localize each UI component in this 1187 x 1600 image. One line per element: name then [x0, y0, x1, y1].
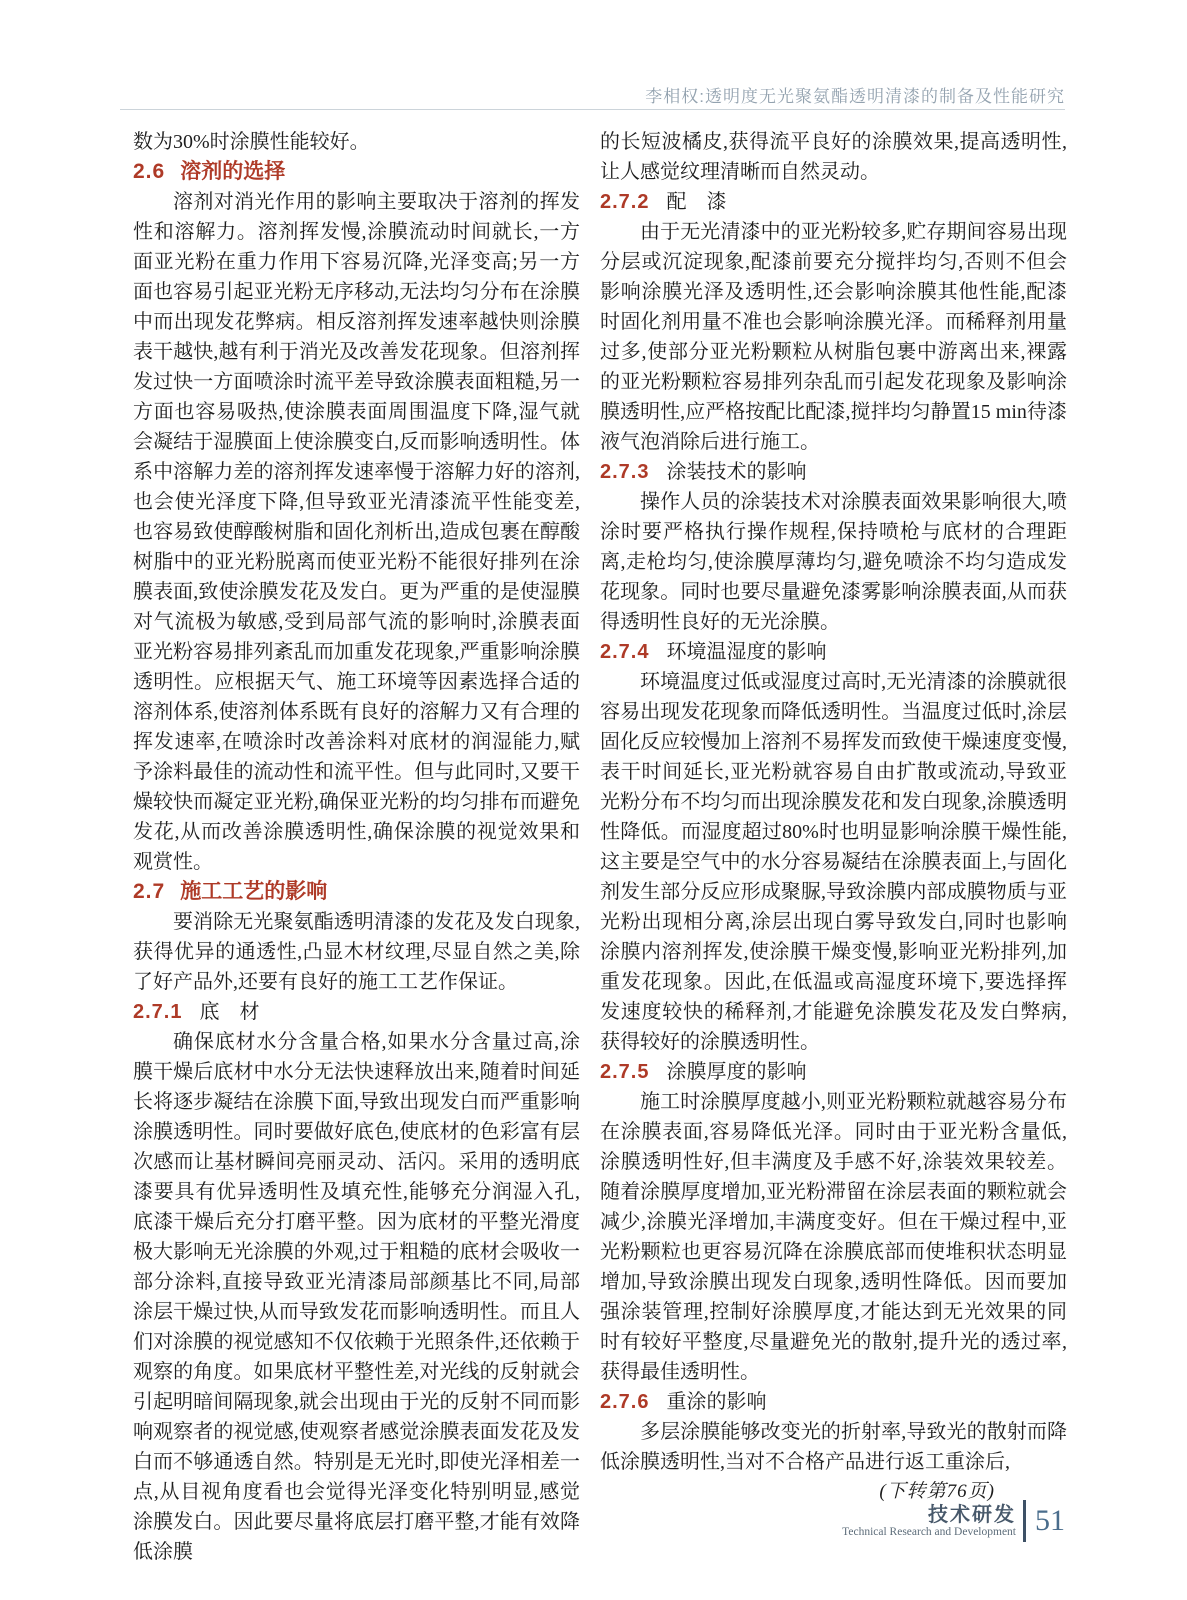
header-rule — [120, 109, 1065, 110]
subsection-heading — [600, 1057, 1067, 1087]
subsection-heading — [600, 1387, 1067, 1417]
heading-number: 2.7.3 — [600, 461, 650, 483]
body-paragraph: 的长短波橘皮,获得流平良好的涂膜效果,提高透明性,让人感觉纹理清晰而自然灵动。 — [600, 131, 1067, 183]
page-footer — [842, 1500, 1065, 1542]
heading-title: 环境温湿度的影响 — [666, 641, 827, 663]
subsection-heading — [600, 637, 1067, 667]
heading-number: 2.7.6 — [600, 1391, 650, 1413]
heading-title: 溶剂的选择 — [180, 160, 286, 183]
footer-section-labels — [842, 1504, 1023, 1539]
body-paragraph: 环境温度过低或湿度过高时,无光清漆的涂膜就很容易出现发花现象而降低透明性。当温度过低时,涂层固化反应较慢加上溶剂不易挥发而致使干燥速度变慢,表干时间延长,亚光粉就容易自由扩散或流动,导致亚光粉分布不均匀而出现涂膜发花和发白现象,涂膜透明性降低。而湿度超过80%时也明显影响涂膜干燥性能,这主要是空气中的水分容易凝结在涂膜表面上,与固化剂发生部分反应形成聚脲,导致涂膜内部成膜物质与亚光粉出现相分离,涂层出现白雾导致发白,同时也影响涂膜内溶剂挥发,使涂膜干燥变慢,影响亚光粉排列,加重发花现象。因此,在低温或高湿度环境下,要选择挥发速度较快的稀释剂,才能避免涂膜发花及发白弊病,获得较好的涂膜透明性。 — [600, 671, 1067, 1053]
heading-title: 涂膜厚度的影响 — [666, 1061, 807, 1083]
footer-section-name-cn: 技术研发 — [928, 1503, 1016, 1526]
heading-number: 2.7.4 — [600, 641, 650, 663]
body-paragraph: 溶剂对消光作用的影响主要取决于溶剂的挥发性和溶解力。溶剂挥发慢,涂膜流动时间就长,一方面亚光粉在重力作用下容易沉降,光泽变高;另一方面也容易引起亚光粉无序移动,无法均匀分布在涂膜中而出现发花弊病。相反溶剂挥发速率越快则涂膜表干越快,越有利于消光及改善发花现象。但溶剂挥发过快一方面喷涂时流平差导致涂膜表面粗糙,另一方面也容易吸热,使涂膜表面周围温度下降,湿气就会凝结于湿膜面上使涂膜变白,反而影响透明性。体系中溶解力差的溶剂挥发速率慢于溶解力好的溶剂,也会使光泽度下降,但导致亚光清漆流平性能变差,也容易致使醇酸树脂和固化剂析出,造成包裹在醇酸树脂中的亚光粉脱离而使亚光粉不能很好排列在涂膜表面,致使涂膜发花及发白。更为严重的是使湿膜对气流极为敏感,受到局部气流的影响时,涂膜表面亚光粉容易排列紊乱而加重发花现象,严重影响涂膜透明性。应根据天气、施工环境等因素选择合适的溶剂体系,使溶剂体系既有良好的溶解力又有合理的挥发速率,在喷涂时改善涂料对底材的润湿能力,赋予涂料最佳的流动性和流平性。但与此同时,又要干燥较快而凝定亚光粉,确保亚光粉的均匀排布而避免发花,从而改善涂膜透明性,确保涂膜的视觉效果和观赏性。 — [133, 191, 580, 873]
subsection-heading — [133, 997, 580, 1027]
heading-title: 涂装技术的影响 — [666, 461, 807, 483]
subsection-heading — [600, 457, 1067, 487]
footer-section-name-en: Technical Research and Development — [842, 1525, 1016, 1538]
heading-title: 重涂的影响 — [666, 1391, 767, 1413]
page-number: 51 — [1035, 1504, 1065, 1537]
body-paragraph: 要消除无光聚氨酯透明清漆的发花及发白现象,获得优异的通透性,凸显木材纹理,尽显自然之美,除了好产品外,还要有良好的施工工艺作保证。 — [133, 911, 580, 993]
heading-title: 配 漆 — [666, 191, 727, 213]
body-paragraph: 确保底材水分含量合格,如果水分含量过高,涂膜干燥后底材中水分无法快速释放出来,随着时间延长将逐步凝结在涂膜下面,导致出现发白而严重影响涂膜透明性。同时要做好底色,使底材的色彩富有层次感而让基材瞬间亮丽灵动、活闪。采用的透明底漆要具有优异透明性及填充性,能够充分润湿入孔,底漆干燥后充分打磨平整。因为底材的平整光滑度极大影响无光涂膜的外观,过于粗糙的底材会吸收一部分涂料,直接导致亚光清漆局部颜基比不同,局部涂层干燥过快,从而导致发花而影响透明性。而且人们对涂膜的视觉感知不仅依赖于光照条件,还依赖于观察的角度。如果底材平整性差,对光线的反射就会引起明暗间隔现象,就会出现由于光的反射不同而影响观察者的视觉感,使观察者感觉涂膜表面发花及发白而不够通透自然。特别是无光时,即使光泽相差一点,从目视角度看也会觉得光泽变化特别明显,感觉涂膜发白。因此要尽量将底层打磨平整,才能有效降低涂膜 — [133, 1031, 580, 1563]
section-heading — [133, 157, 580, 187]
running-header-title: 李相权:透明度无光聚氨酯透明清漆的制备及性能研究 — [645, 87, 1065, 106]
continuation-note: (下转第76页) — [879, 1481, 995, 1502]
heading-number: 2.7 — [133, 880, 166, 903]
heading-title: 施工工艺的影响 — [180, 880, 328, 903]
body-paragraph: 由于无光清漆中的亚光粉较多,贮存期间容易出现分层或沉淀现象,配漆前要充分搅拌均匀,否则不但会影响涂膜光泽及透明性,还会影响涂膜其他性能,配漆时固化剂用量不准也会影响涂膜光泽。而稀释剂用量过多,使部分亚光粉颗粒从树脂包裹中游离出来,裸露的亚光粉颗粒容易排列杂乱而引起发花现象及影响涂膜透明性,应严格按配比配漆,搅拌均匀静置15 min待漆液气泡消除后进行施工。 — [600, 221, 1067, 453]
section-heading — [133, 877, 580, 907]
body-paragraph: 施工时涂膜厚度越小,则亚光粉颗粒就越容易分布在涂膜表面,容易降低光泽。同时由于亚光粉含量低,涂膜透明性好,但丰满度及手感不好,涂装效果较差。随着涂膜厚度增加,亚光粉滞留在涂层表面的颗粒就会减少,涂膜光泽增加,丰满度变好。但在干燥过程中,亚光粉颗粒也更容易沉降在涂膜底部而使堆积状态明显增加,导致涂膜出现发白现象,透明性降低。因而要加强涂装管理,控制好涂膜厚度,才能达到无光效果的同时有较好平整度,尽量避免光的散射,提升光的透过率,获得最佳透明性。 — [600, 1091, 1067, 1383]
two-column-body — [133, 127, 1067, 1567]
body-paragraph: 多层涂膜能够改变光的折射率,导致光的散射而降低涂膜透明性,当对不合格产品进行返工重涂后, — [600, 1421, 1067, 1473]
left-column — [133, 127, 580, 1567]
heading-number: 2.7.2 — [600, 191, 650, 213]
heading-number: 2.7.5 — [600, 1061, 650, 1083]
subsection-heading — [600, 187, 1067, 217]
heading-number: 2.7.1 — [133, 1001, 183, 1023]
body-paragraph: 操作人员的涂装技术对涂膜表面效果影响很大,喷涂时要严格执行操作规程,保持喷枪与底材的合理距离,走枪均匀,使涂膜厚薄均匀,避免喷涂不均匀造成发花现象。同时也要尽量避免漆雾影响涂膜表面,从而获得透明性良好的无光涂膜。 — [600, 491, 1067, 633]
body-paragraph: 数为30%时涂膜性能较好。 — [133, 131, 370, 153]
heading-title: 底 材 — [199, 1001, 260, 1023]
heading-number: 2.6 — [133, 160, 166, 183]
right-column — [600, 127, 1067, 1567]
